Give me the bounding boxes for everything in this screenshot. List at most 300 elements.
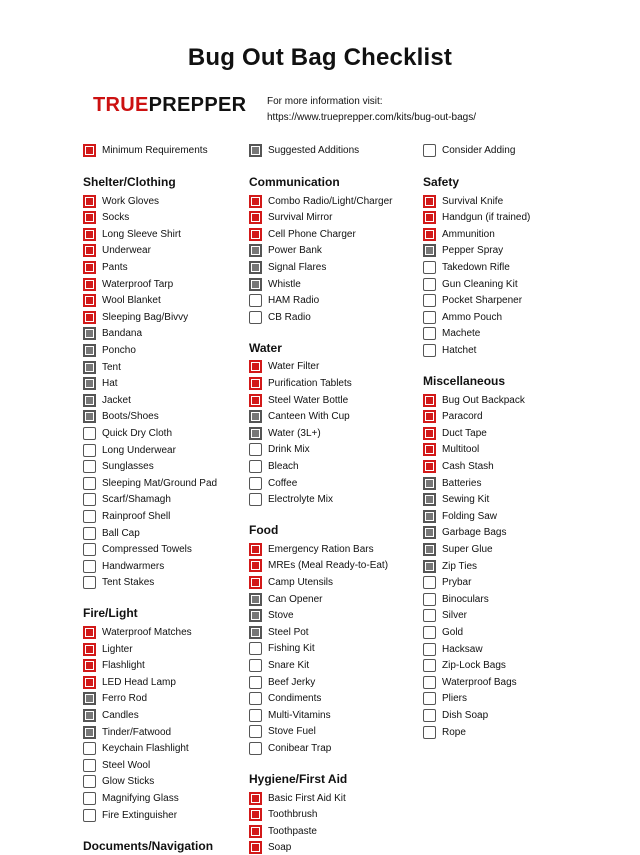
- minimum-checkbox-icon[interactable]: [423, 228, 436, 241]
- item-label: Bleach: [268, 460, 299, 472]
- suggested-checkbox-icon[interactable]: [83, 394, 96, 407]
- checklist-item[interactable]: [249, 260, 326, 274]
- item-label: Keychain Flashlight: [102, 743, 189, 755]
- suggested-checkbox-icon[interactable]: [249, 244, 262, 257]
- checklist-item[interactable]: [423, 476, 481, 490]
- checklist-item[interactable]: [249, 741, 331, 755]
- legend-item-sug[interactable]: [249, 143, 359, 157]
- checkbox-icon[interactable]: [423, 311, 436, 324]
- checklist-item[interactable]: [83, 260, 128, 274]
- checkbox-icon[interactable]: [249, 443, 262, 456]
- checklist-item[interactable]: [83, 310, 188, 324]
- checklist-item[interactable]: [83, 625, 192, 639]
- item-label: Snare Kit: [268, 659, 310, 671]
- minimum-checkbox-icon[interactable]: [83, 643, 96, 656]
- checklist-item[interactable]: [249, 244, 322, 258]
- minimum-checkbox-icon[interactable]: [83, 144, 96, 157]
- item-label: Handwarmers: [102, 560, 165, 572]
- checklist-item[interactable]: [83, 476, 217, 490]
- checkbox-icon[interactable]: [423, 676, 436, 689]
- suggested-checkbox-icon[interactable]: [249, 278, 262, 291]
- checklist-item[interactable]: [423, 294, 522, 308]
- item-label: Sunglasses: [102, 461, 154, 473]
- checklist-item[interactable]: [249, 194, 393, 208]
- checkbox-icon[interactable]: [83, 460, 96, 473]
- suggested-checkbox-icon[interactable]: [83, 692, 96, 705]
- item-label: CB Radio: [268, 311, 311, 323]
- checklist-item[interactable]: [249, 575, 333, 589]
- legend-item-none[interactable]: [423, 143, 515, 157]
- checkbox-icon[interactable]: [423, 327, 436, 340]
- checklist-item[interactable]: [423, 426, 487, 440]
- item-label: Camp Utensils: [268, 576, 334, 588]
- checklist-item[interactable]: [249, 642, 315, 656]
- checklist-item[interactable]: [83, 742, 189, 756]
- checkbox-icon[interactable]: [423, 626, 436, 639]
- section-heading: Shelter/Clothing: [83, 175, 176, 189]
- item-label: Long Underwear: [102, 444, 176, 456]
- checklist-item[interactable]: [423, 393, 525, 407]
- item-label: Candles: [102, 709, 139, 721]
- checklist-item[interactable]: [83, 194, 159, 208]
- item-label: Soap: [268, 842, 292, 854]
- checklist-item[interactable]: [83, 211, 129, 225]
- checklist-item[interactable]: [249, 360, 319, 374]
- suggested-checkbox-icon[interactable]: [249, 427, 262, 440]
- checklist-item[interactable]: [83, 410, 159, 424]
- checkbox-icon[interactable]: [83, 775, 96, 788]
- checklist-item[interactable]: [249, 493, 333, 507]
- checklist-item[interactable]: [423, 692, 467, 706]
- minimum-checkbox-icon[interactable]: [83, 278, 96, 291]
- item-label: Toothpaste: [268, 825, 317, 837]
- item-label: Hacksaw: [442, 643, 483, 655]
- checklist-item[interactable]: [249, 426, 321, 440]
- checkbox-icon[interactable]: [249, 659, 262, 672]
- minimum-checkbox-icon[interactable]: [83, 626, 96, 639]
- checkbox-icon[interactable]: [83, 477, 96, 490]
- checkbox-icon[interactable]: [83, 493, 96, 506]
- item-label: Signal Flares: [268, 261, 327, 273]
- checkbox-icon[interactable]: [423, 278, 436, 291]
- checklist-item[interactable]: [423, 343, 476, 357]
- item-label: Machete: [442, 328, 481, 340]
- checkbox-icon[interactable]: [83, 742, 96, 755]
- minimum-checkbox-icon[interactable]: [83, 244, 96, 257]
- suggested-checkbox-icon[interactable]: [423, 244, 436, 257]
- checklist-item[interactable]: [423, 244, 503, 258]
- minimum-checkbox-icon[interactable]: [249, 360, 262, 373]
- suggested-checkbox-icon[interactable]: [249, 144, 262, 157]
- checklist-item[interactable]: [423, 211, 530, 225]
- checklist-item[interactable]: [423, 659, 506, 673]
- item-label: Tinder/Fatwood: [102, 726, 172, 738]
- item-label: Underwear: [102, 245, 151, 257]
- checklist-item[interactable]: [249, 294, 319, 308]
- item-label: Can Opener: [268, 593, 323, 605]
- item-label: LED Head Lamp: [102, 676, 176, 688]
- item-label: Water Filter: [268, 361, 320, 373]
- item-label: Conibear Trap: [268, 742, 332, 754]
- checklist-item[interactable]: [83, 725, 171, 739]
- checklist-item[interactable]: [423, 310, 502, 324]
- checklist-item[interactable]: [423, 277, 518, 291]
- item-label: Quick Dry Cloth: [102, 427, 173, 439]
- item-label: Pliers: [442, 693, 468, 705]
- item-label: Magnifying Glass: [102, 792, 179, 804]
- checkbox-icon[interactable]: [249, 642, 262, 655]
- item-label: Ammo Pouch: [442, 311, 503, 323]
- checklist-item[interactable]: [423, 675, 517, 689]
- checklist-item[interactable]: [83, 377, 118, 391]
- checkbox-icon[interactable]: [423, 726, 436, 739]
- checklist-item[interactable]: [423, 260, 510, 274]
- item-label: Gun Cleaning Kit: [442, 278, 518, 290]
- checklist-item[interactable]: [423, 592, 489, 606]
- checklist-item[interactable]: [83, 543, 192, 557]
- minimum-checkbox-icon[interactable]: [83, 659, 96, 672]
- minimum-checkbox-icon[interactable]: [423, 410, 436, 423]
- item-label: Cash Stash: [442, 460, 494, 472]
- checklist-item[interactable]: [249, 725, 316, 739]
- checklist-item[interactable]: [83, 426, 172, 440]
- checklist-item[interactable]: [423, 642, 483, 656]
- minimum-checkbox-icon[interactable]: [83, 228, 96, 241]
- item-label: Tent: [102, 361, 121, 373]
- checkbox-icon[interactable]: [423, 261, 436, 274]
- item-label: Poncho: [102, 344, 136, 356]
- checkbox-icon[interactable]: [249, 460, 262, 473]
- checklist-item[interactable]: [423, 194, 503, 208]
- item-label: Dish Soap: [442, 709, 489, 721]
- minimum-checkbox-icon[interactable]: [249, 228, 262, 241]
- checkbox-icon[interactable]: [249, 294, 262, 307]
- item-label: Emergency Ration Bars: [268, 543, 374, 555]
- checklist-item[interactable]: [423, 708, 488, 722]
- suggested-checkbox-icon[interactable]: [423, 477, 436, 490]
- suggested-checkbox-icon[interactable]: [83, 726, 96, 739]
- checkbox-icon[interactable]: [83, 510, 96, 523]
- info-line-2[interactable]: https://www.trueprepper.com/kits/bug-out-bags/: [267, 112, 476, 123]
- minimum-checkbox-icon[interactable]: [249, 377, 262, 390]
- item-label: Power Bank: [268, 245, 322, 257]
- item-label: Steel Water Bottle: [268, 394, 349, 406]
- checklist-item[interactable]: [249, 410, 350, 424]
- checkbox-icon[interactable]: [423, 576, 436, 589]
- logo: [93, 94, 246, 117]
- checklist-item[interactable]: [423, 509, 497, 523]
- suggested-checkbox-icon[interactable]: [423, 493, 436, 506]
- suggested-checkbox-icon[interactable]: [423, 560, 436, 573]
- item-label: Flashlight: [102, 660, 145, 672]
- item-label: Takedown Rifle: [442, 261, 510, 273]
- item-label: Garbage Bags: [442, 527, 507, 539]
- item-label: Long Sleeve Shirt: [102, 228, 181, 240]
- checklist-item[interactable]: [423, 493, 489, 507]
- item-label: Electrolyte Mix: [268, 494, 334, 506]
- checkbox-icon[interactable]: [83, 809, 96, 822]
- page-title: Bug Out Bag Checklist: [187, 44, 453, 71]
- legend-item-min[interactable]: [83, 143, 208, 157]
- minimum-checkbox-icon[interactable]: [249, 559, 262, 572]
- item-label: Drink Mix: [268, 444, 310, 456]
- checklist-item[interactable]: [249, 277, 301, 291]
- checkbox-icon[interactable]: [83, 527, 96, 540]
- minimum-checkbox-icon[interactable]: [83, 676, 96, 689]
- checklist-item[interactable]: [83, 393, 131, 407]
- checklist-item[interactable]: [83, 775, 154, 789]
- checklist-item[interactable]: [249, 592, 322, 606]
- item-label: Water (3L+): [268, 427, 321, 439]
- item-label: Hat: [102, 378, 118, 390]
- checkbox-icon[interactable]: [83, 543, 96, 556]
- item-label: Steel Wool: [102, 759, 151, 771]
- checklist-item[interactable]: [83, 493, 171, 507]
- checklist-item[interactable]: [423, 625, 463, 639]
- item-label: Steel Pot: [268, 626, 309, 638]
- item-label: Super Glue: [442, 543, 493, 555]
- checklist-item[interactable]: [249, 658, 309, 672]
- suggested-checkbox-icon[interactable]: [249, 593, 262, 606]
- checklist-item[interactable]: [83, 509, 170, 523]
- item-label: Sewing Kit: [442, 494, 490, 506]
- suggested-checkbox-icon[interactable]: [83, 377, 96, 390]
- item-label: Lighter: [102, 643, 133, 655]
- minimum-checkbox-icon[interactable]: [83, 294, 96, 307]
- minimum-checkbox-icon[interactable]: [83, 311, 96, 324]
- minimum-checkbox-icon[interactable]: [423, 427, 436, 440]
- minimum-checkbox-icon[interactable]: [249, 576, 262, 589]
- suggested-checkbox-icon[interactable]: [249, 609, 262, 622]
- checkbox-icon[interactable]: [423, 692, 436, 705]
- checklist-item[interactable]: [83, 758, 150, 772]
- checklist-item[interactable]: [83, 659, 145, 673]
- item-label: MREs (Meal Ready-to-Eat): [268, 560, 389, 572]
- checklist-item[interactable]: [83, 675, 176, 689]
- checklist-item[interactable]: [423, 576, 471, 590]
- suggested-checkbox-icon[interactable]: [249, 261, 262, 274]
- minimum-checkbox-icon[interactable]: [423, 394, 436, 407]
- minimum-checkbox-icon[interactable]: [249, 394, 262, 407]
- item-label: Pocket Sharpener: [442, 295, 523, 307]
- checklist-item[interactable]: [423, 327, 480, 341]
- checklist-item[interactable]: [83, 460, 154, 474]
- checkbox-icon[interactable]: [423, 344, 436, 357]
- checklist-item[interactable]: [83, 708, 139, 722]
- info-line-1: For more information visit:: [267, 96, 383, 107]
- checkbox-icon[interactable]: [249, 676, 262, 689]
- item-label: Multi-Vitamins: [268, 709, 331, 721]
- checklist-item[interactable]: [249, 459, 299, 473]
- item-label: Gold: [442, 626, 464, 638]
- suggested-checkbox-icon[interactable]: [423, 526, 436, 539]
- section-heading: Fire/Light: [83, 606, 138, 621]
- checkbox-icon[interactable]: [83, 444, 96, 457]
- item-label: Tent Stakes: [102, 577, 155, 589]
- item-label: Boots/Shoes: [102, 411, 159, 423]
- item-label: Compressed Towels: [102, 544, 192, 556]
- checklist-item[interactable]: [83, 642, 133, 656]
- item-label: Sleeping Bag/Bivvy: [102, 311, 189, 323]
- item-label: Bug Out Backpack: [442, 394, 525, 406]
- checklist-item[interactable]: [83, 294, 161, 308]
- suggested-checkbox-icon[interactable]: [83, 709, 96, 722]
- minimum-checkbox-icon[interactable]: [83, 261, 96, 274]
- checkbox-icon[interactable]: [423, 659, 436, 672]
- checklist-item[interactable]: [423, 609, 467, 623]
- checklist-item[interactable]: [249, 625, 309, 639]
- checklist-item[interactable]: [83, 443, 176, 457]
- suggested-checkbox-icon[interactable]: [83, 410, 96, 423]
- checkbox-icon[interactable]: [83, 792, 96, 805]
- item-label: Cell Phone Charger: [268, 228, 356, 240]
- item-label: Binoculars: [442, 593, 489, 605]
- checklist-item[interactable]: [83, 343, 136, 357]
- checkbox-icon[interactable]: [423, 294, 436, 307]
- checklist-item[interactable]: [83, 576, 154, 590]
- minimum-checkbox-icon[interactable]: [83, 195, 96, 208]
- checkbox-icon[interactable]: [249, 742, 262, 755]
- checklist-item[interactable]: [423, 227, 495, 241]
- checkbox-icon[interactable]: [249, 725, 262, 738]
- item-label: Ball Cap: [102, 527, 140, 539]
- checklist-item[interactable]: [423, 459, 494, 473]
- logo-true: TRUE: [93, 94, 149, 116]
- checklist-item[interactable]: [83, 692, 147, 706]
- checklist-item[interactable]: [423, 559, 477, 573]
- checklist-item[interactable]: [83, 227, 181, 241]
- checklist-item[interactable]: [249, 476, 297, 490]
- item-label: Fishing Kit: [268, 643, 315, 655]
- checklist-item[interactable]: [83, 791, 179, 805]
- checklist-item[interactable]: [249, 542, 374, 556]
- minimum-checkbox-icon[interactable]: [249, 825, 262, 838]
- item-label: Ferro Rod: [102, 693, 148, 705]
- checklist-item[interactable]: [83, 526, 140, 540]
- checkbox-icon[interactable]: [83, 560, 96, 573]
- checkbox-icon[interactable]: [83, 759, 96, 772]
- checklist-item[interactable]: [249, 376, 352, 390]
- checklist-item[interactable]: [249, 443, 310, 457]
- checklist-item[interactable]: [249, 609, 294, 623]
- minimum-checkbox-icon[interactable]: [423, 211, 436, 224]
- minimum-checkbox-icon[interactable]: [423, 443, 436, 456]
- checklist-item[interactable]: [423, 526, 507, 540]
- suggested-checkbox-icon[interactable]: [83, 361, 96, 374]
- checklist-item[interactable]: [423, 443, 479, 457]
- checkbox-icon[interactable]: [83, 427, 96, 440]
- item-label: Ammunition: [442, 228, 495, 240]
- section-heading: Food: [249, 523, 279, 538]
- item-label: Zip-Lock Bags: [442, 660, 506, 672]
- checklist-item[interactable]: [83, 808, 177, 822]
- checklist-item[interactable]: [423, 542, 493, 556]
- checkbox-icon[interactable]: [83, 576, 96, 589]
- item-label: Socks: [102, 212, 130, 224]
- info-text: [267, 94, 476, 126]
- item-label: Condiments: [268, 693, 322, 705]
- checklist-item[interactable]: [249, 211, 332, 225]
- checkbox-icon[interactable]: [249, 493, 262, 506]
- checkbox-icon[interactable]: [249, 311, 262, 324]
- checklist-item[interactable]: [249, 824, 317, 838]
- minimum-checkbox-icon[interactable]: [83, 211, 96, 224]
- item-label: Beef Jerky: [268, 676, 316, 688]
- checklist-item[interactable]: [249, 675, 315, 689]
- section-heading: Documents/Navigation: [83, 838, 214, 853]
- suggested-checkbox-icon[interactable]: [83, 344, 96, 357]
- item-label: Waterproof Matches: [102, 626, 192, 638]
- item-label: Prybar: [442, 577, 472, 589]
- checklist-item[interactable]: [249, 692, 321, 706]
- item-label: Basic First Aid Kit: [268, 792, 346, 804]
- item-label: Waterproof Bags: [442, 676, 517, 688]
- suggested-checkbox-icon[interactable]: [249, 626, 262, 639]
- item-label: Zip Ties: [442, 560, 478, 572]
- minimum-checkbox-icon[interactable]: [249, 195, 262, 208]
- checklist-item[interactable]: [249, 310, 311, 324]
- item-label: Multitool: [442, 444, 480, 456]
- checkbox-icon[interactable]: [423, 593, 436, 606]
- checkbox-icon[interactable]: [423, 609, 436, 622]
- minimum-checkbox-icon[interactable]: [249, 543, 262, 556]
- checklist-item[interactable]: [83, 244, 151, 258]
- checklist-item[interactable]: [423, 410, 483, 424]
- checklist-item[interactable]: [249, 808, 317, 822]
- checkbox-icon[interactable]: [423, 643, 436, 656]
- checklist-item[interactable]: [83, 327, 142, 341]
- checkbox-icon[interactable]: [423, 709, 436, 722]
- minimum-checkbox-icon[interactable]: [423, 195, 436, 208]
- item-label: Rainproof Shell: [102, 510, 171, 522]
- minimum-checkbox-icon[interactable]: [249, 808, 262, 821]
- checkbox-icon[interactable]: [249, 692, 262, 705]
- checkbox-icon[interactable]: [249, 477, 262, 490]
- checklist-item[interactable]: [83, 559, 164, 573]
- logo-prepper: PREPPER: [148, 94, 247, 116]
- checkbox-icon[interactable]: [249, 709, 262, 722]
- suggested-checkbox-icon[interactable]: [423, 510, 436, 523]
- minimum-checkbox-icon[interactable]: [249, 841, 262, 854]
- checklist-item[interactable]: [249, 393, 348, 407]
- item-label: Bandana: [102, 328, 143, 340]
- checklist-item[interactable]: [249, 791, 346, 805]
- item-label: HAM Radio: [268, 295, 320, 307]
- item-label: Toothbrush: [268, 809, 318, 821]
- checkbox-icon[interactable]: [423, 144, 436, 157]
- minimum-checkbox-icon[interactable]: [423, 460, 436, 473]
- checklist-item[interactable]: [423, 725, 466, 739]
- minimum-checkbox-icon[interactable]: [249, 792, 262, 805]
- checklist-item[interactable]: [83, 277, 173, 291]
- item-label: Duct Tape: [442, 427, 487, 439]
- item-label: Rope: [442, 726, 466, 738]
- item-label: Handgun (if trained): [442, 212, 531, 224]
- item-label: Combo Radio/Light/Charger: [268, 195, 393, 207]
- suggested-checkbox-icon[interactable]: [249, 410, 262, 423]
- item-label: Stove: [268, 610, 294, 622]
- checklist-item[interactable]: [249, 708, 331, 722]
- suggested-checkbox-icon[interactable]: [423, 543, 436, 556]
- item-label: Canteen With Cup: [268, 411, 350, 423]
- checklist-item[interactable]: [83, 360, 121, 374]
- item-label: Whistle: [268, 278, 301, 290]
- item-label: Hatchet: [442, 344, 477, 356]
- minimum-checkbox-icon[interactable]: [249, 211, 262, 224]
- checklist-item[interactable]: [249, 227, 356, 241]
- checklist-item[interactable]: [249, 559, 388, 573]
- suggested-checkbox-icon[interactable]: [83, 327, 96, 340]
